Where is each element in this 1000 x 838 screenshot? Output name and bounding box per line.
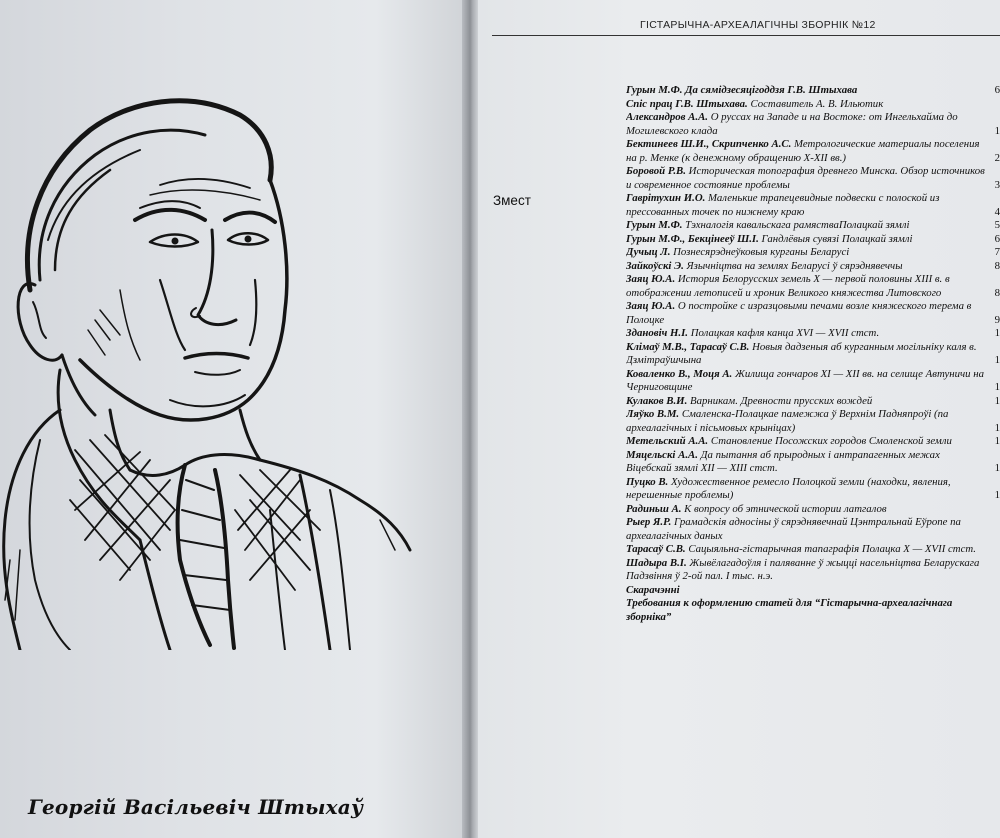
toc-entry — [626, 165, 1000, 192]
toc-entry-author: Гурын М.Ф. — [626, 219, 683, 231]
toc-entry — [626, 543, 1000, 557]
toc-entry-title: Новыя дадзеныя аб курганным могільніку каля в. Дзмітраўшчына — [626, 340, 977, 366]
toc-entry-author: Заяц Ю.А. — [626, 273, 676, 285]
toc-entry-author: Скарачэнні — [626, 583, 680, 596]
toc-entry-title: Гандлёвыя сувязі Полацкай зямлі — [761, 232, 913, 245]
toc-entry-title: Смаленска-Полацкае памежжа ў Верхнім Падняпроўі (па археалагічных і пісьмовых крыніцах) — [626, 408, 949, 434]
toc-entry-page: 2 — [994, 151, 1000, 164]
toc-entry-title: Художественное ремесло Полоцкой земли (находки, явления, нерешенные проблемы) — [626, 475, 951, 501]
toc-entry — [626, 395, 1000, 409]
toc-entry-author: Рыер Я.Р. — [626, 516, 672, 528]
toc-entry-title: История Белорусских земель X — первой половины XIII в. в отображении летописей и хроник Великого княжества Литовского — [626, 273, 950, 299]
toc-entry-author: Требования к оформлению статей для — [626, 597, 813, 609]
toc-entry-author: Ляўко В.М. — [626, 408, 680, 420]
toc-entry-page: 1 — [994, 462, 1000, 474]
running-header: ГІСТАРЫЧНА-АРХЕАЛАГІЧНЫ ЗБОРНІК №12 — [640, 19, 876, 31]
toc-entry — [626, 341, 1000, 368]
left-page — [0, 0, 470, 838]
toc-entry-author: Метельский А.А. — [626, 435, 709, 447]
toc-entry-author: Боровой Р.В. — [626, 165, 686, 177]
header-rule — [492, 35, 1000, 36]
toc-entry — [626, 435, 1000, 449]
portrait-sketch — [0, 80, 420, 650]
toc-entry-title: Да сямідзесяцігоддзя Г.В. Штыхава — [685, 84, 858, 96]
toc-entry-title: Жывёлагадоўля і паляванне ў жыцці насельніцтва Беларускага Падзвіння ў 2-ой пал. I тыс. н.э. — [626, 556, 980, 582]
toc-entry — [626, 503, 1000, 517]
toc-entry — [626, 138, 1000, 165]
toc-heading: Змест — [493, 193, 531, 208]
toc-entry — [626, 368, 1000, 395]
toc-entry — [626, 557, 1000, 584]
toc-entry-author: Александров А.А. — [626, 111, 708, 123]
toc-entry-title: Варникам. Древности прусских вождей — [689, 394, 873, 407]
toc-entry-author: Радиньш А. — [626, 502, 682, 515]
toc-entry-title: Составитель А. В. Ильютик — [750, 97, 884, 110]
toc-entry-title: Становление Посожских городов Смоленской земли — [710, 435, 952, 447]
toc-entry-author: Заяц Ю.А. — [626, 300, 676, 312]
toc-entry — [626, 584, 1000, 598]
toc-entry-author: Шадыра В.І. — [626, 556, 687, 569]
toc-entry — [626, 192, 1000, 219]
toc-entry-author: Мяцельскі А.А. — [626, 448, 698, 461]
toc-entry — [626, 98, 1000, 112]
toc-entry-title: Да пытання аб прыродных і антрапагенных межах Віцебскай зямлі XII — XIII стст. — [626, 448, 940, 474]
toc-entry — [626, 408, 1000, 435]
toc-entry-title: Историческая топография древнего Минска. Обзор источников и современное состояние проблемы — [626, 165, 985, 191]
toc-entry-page: 1 — [994, 435, 1000, 447]
toc-entry-page: 7 — [994, 246, 1000, 258]
toc-entry — [626, 476, 1000, 503]
toc-entry — [626, 300, 1000, 327]
toc-entry — [626, 273, 1000, 300]
toc-entry — [626, 260, 1000, 274]
toc-entry-title: “Гістарычна-археалагічнага зборніка” — [626, 597, 953, 623]
toc-entry-title: Познесярэднеўковыя курганы Беларусі — [673, 246, 850, 258]
toc-entry-page: 4 — [994, 205, 1000, 218]
table-of-contents — [626, 84, 1000, 624]
toc-entry — [626, 597, 1000, 624]
toc-entry-title: Грамадскія адносіны ў сярэднявечнай Цэнтральнай Еўропе па археалагічных даных — [626, 516, 961, 542]
toc-entry — [626, 516, 1000, 543]
toc-entry-author: Гурын М.Ф. — [626, 84, 683, 96]
toc-entry-page: 1 — [994, 489, 1000, 501]
toc-entry-title: О руссах на Западе и на Востоке: от Ингельхайма до Могилевского клада — [626, 111, 958, 137]
toc-entry-author: Пуцко В. — [626, 475, 669, 488]
toc-entry-page: 1 — [994, 421, 1000, 434]
toc-entry — [626, 449, 1000, 476]
toc-entry-page: 1 — [994, 124, 1000, 137]
toc-entry — [626, 111, 1000, 138]
toc-entry-page: 8 — [994, 259, 1000, 272]
toc-entry-page: 5 — [994, 219, 1000, 231]
toc-entry-title: О постройке с изразцовыми печами возле княжеского терема в Полоцке — [626, 300, 972, 326]
toc-entry-author: Здановіч Н.І. — [626, 327, 688, 339]
toc-entry-page: 1 — [994, 354, 1000, 366]
toc-entry-title: Жилища гончаров XI — XII вв. на селище Автуничи на Черниговщине — [626, 367, 985, 393]
portrait-caption: Георгій Васільевіч Штыхаў — [28, 795, 364, 819]
toc-entry-author: Кулаков В.И. — [626, 394, 688, 407]
toc-entry — [626, 219, 1000, 233]
toc-entry-author: Гурын М.Ф., Бекцінееў Ш.І. — [626, 232, 759, 245]
toc-entry-title: Полацкая кафля канца XVI — XVII стст. — [690, 327, 880, 339]
toc-entry-title: К вопросу об этнической истории латгалов — [684, 502, 887, 515]
toc-entry — [626, 84, 1000, 98]
toc-entry — [626, 233, 1000, 247]
toc-entry-title: Тэхналогія кавальскага рамястваПолацкай зямлі — [685, 219, 910, 231]
toc-entry-author: Гаврітухин И.О. — [626, 192, 706, 204]
toc-entry-page: 6 — [994, 232, 1000, 245]
toc-entry-page: 1 — [994, 394, 1000, 407]
toc-entry — [626, 246, 1000, 260]
toc-entry — [626, 327, 1000, 341]
toc-entry-author: Коваленко В., Моця А. — [626, 367, 733, 380]
toc-entry-author: Клімаў М.В., Тарасаў С.В. — [626, 340, 750, 353]
toc-entry-author: Спіс прац Г.В. Штыхава. — [626, 97, 748, 110]
toc-entry-author: Бектинеев Ш.И., Скрипченко А.С. — [626, 138, 792, 150]
toc-entry-title: Маленькие трапецевидные подвески с полоской из прессованных точек по нижнему краю — [626, 192, 940, 218]
toc-entry-page: 1 — [994, 327, 1000, 339]
toc-entry-author: Тарасаў С.В. — [626, 543, 686, 555]
toc-entry-page: 9 — [994, 313, 1000, 326]
toc-entry-title: Язычніцтва на землях Беларусі ў сярэднявеччы — [686, 259, 903, 272]
toc-entry-title: Метрологические материалы поселения на р. Менке (к денежному обращению X-XII вв.) — [626, 138, 980, 164]
toc-entry-author: Дучыц Л. — [626, 246, 671, 258]
toc-entry-page: 1 — [994, 381, 1000, 393]
toc-entry-title: Сацыяльна-гістарычная тапаграфія Полацка X — XVII стст. — [688, 543, 976, 555]
toc-entry-page: 8 — [994, 286, 1000, 299]
toc-entry-page: 3 — [994, 178, 1000, 191]
toc-entry-page: 6 — [994, 84, 1000, 96]
toc-entry-author: Зайкоўскі Э. — [626, 259, 684, 272]
